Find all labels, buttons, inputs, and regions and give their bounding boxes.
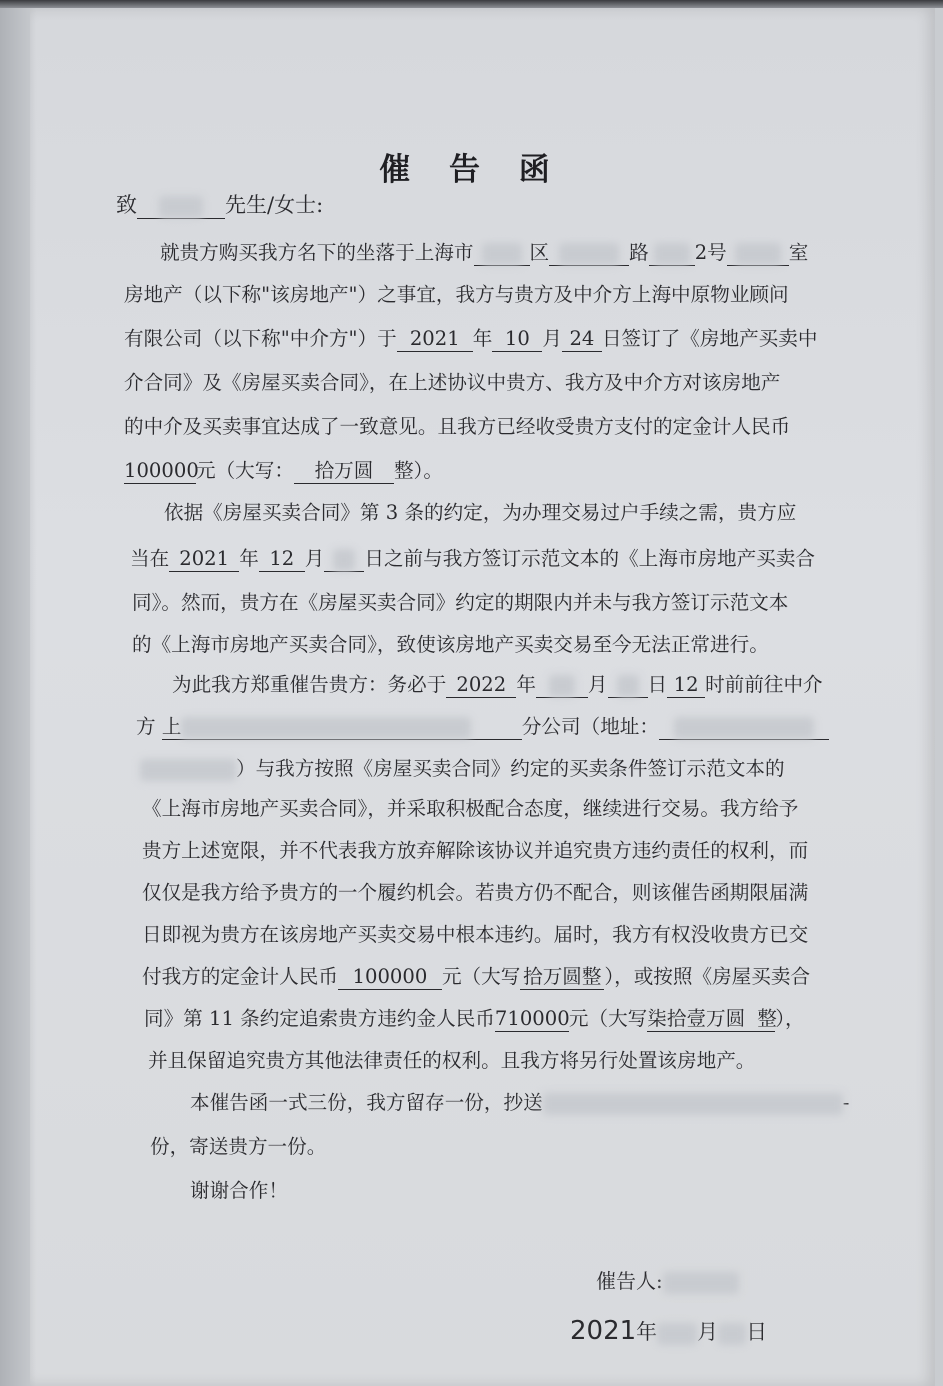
- thanks-line: 谢谢合作！: [190, 1179, 288, 1202]
- p3-line-4: 《上海市房地产买卖合同》，并采取积极配合态度，继续进行交易。我方给予: [142, 797, 799, 820]
- forfeit-deposit-words: 拾万圆整: [520, 965, 604, 990]
- branch-prefix: 上: [161, 715, 182, 738]
- salutation-suffix: 先生/女士:: [225, 193, 324, 217]
- p3-text: 为此我方郑重催告贵方：务必于: [172, 673, 447, 696]
- p2-text: 月: [304, 547, 325, 570]
- p1-line-3: [124, 326, 817, 352]
- p1-text: 年: [472, 327, 493, 350]
- room-redacted: [727, 241, 789, 266]
- p4-text: 本催告函一式三份，我方留存一份，抄送: [190, 1091, 543, 1114]
- signed-day-redacted: [718, 1323, 746, 1345]
- p3-text: ），: [775, 1007, 805, 1030]
- p2-line-1: 依据《房屋买卖合同》第 3 条的约定，为办理交易过户手续之需，贵方应: [164, 501, 797, 524]
- salutation: [116, 192, 323, 219]
- district-redacted: [474, 241, 530, 266]
- p3-line-8: [142, 964, 810, 990]
- p1-text: 就贵方购买我方名下的坐落于上海市: [160, 241, 474, 264]
- p2-line-4: 的《上海市房地产买卖合同》，致使该房地产买卖交易至今无法正常进行。: [132, 633, 769, 656]
- p4-line-2: 份，寄送贵方一份。: [150, 1135, 327, 1158]
- p2-line-2: [130, 546, 815, 572]
- p2-text: 日之前与我方签订示范文本的《上海市房地产买卖合: [364, 547, 816, 570]
- p1-line-1: [160, 240, 808, 266]
- deposit-amount: 100000: [124, 459, 199, 482]
- p3-text: ），或按照《房屋买卖合: [604, 965, 811, 988]
- number-redacted: [649, 241, 695, 266]
- penalty-amount: 710000: [494, 1007, 570, 1030]
- p2-text: 年: [239, 547, 259, 570]
- p1-text: 室: [788, 241, 809, 264]
- cc-party-redacted: [543, 1093, 843, 1115]
- penalty-words-text: 柒拾壹万圆: [647, 1007, 746, 1030]
- date-month-label: 月: [697, 1320, 719, 1344]
- branch-address-redacted: [659, 715, 829, 740]
- p1-line-6: [124, 458, 443, 484]
- penalty-words-suffix: 整: [757, 1007, 777, 1030]
- p1-text: 日签订了《房地产买卖中: [601, 327, 818, 350]
- p3-line-3: [140, 756, 785, 782]
- p1-line-2: 房地产（以下称"该房地产"）之事宜，我方与贵方及中介方上海中原物业顾问: [124, 283, 789, 306]
- p3-line-10: 并且保留追究贵方其他法律责任的权利。且我方将另行处置该房地产。: [148, 1049, 756, 1072]
- p3-text: 分公司（地址：: [521, 715, 659, 738]
- p3-line-2: [136, 714, 829, 740]
- p3-text: 时前前往中介: [705, 673, 823, 696]
- date-year-label: 年: [636, 1320, 658, 1344]
- sign-year: 2021: [397, 327, 473, 352]
- p1-text: 有限公司（以下称"中介方"）于: [124, 327, 397, 350]
- p3-text: ）与我方按照《房屋买卖合同》约定的买卖条件签订示范文本的: [236, 757, 785, 780]
- p3-line-9: [144, 1006, 805, 1032]
- p1-text: 区: [529, 241, 550, 264]
- p2-line-3: 同》。然而，贵方在《房屋买卖合同》约定的期限内并未与我方签订示范文本: [132, 591, 789, 614]
- date-day-label: 日: [746, 1320, 768, 1344]
- p1-text: 元（大写：: [196, 459, 294, 482]
- meet-hour: 12: [667, 673, 705, 698]
- meet-month-redacted: [536, 673, 588, 698]
- p1-text: 月: [542, 327, 562, 350]
- p3-text: 日: [647, 673, 668, 696]
- meet-day-redacted: [608, 673, 648, 698]
- p3-line-5: 贵方上述宽限，并不代表我方放弃解除该协议并追究贵方违约责任的权利，而: [142, 839, 809, 862]
- signature-line: [596, 1268, 739, 1294]
- deadline-day-redacted: [324, 547, 364, 572]
- p1-line-5: 的中介及买卖事宜达成了一致意见。且我方已经收受贵方支付的定金计人民币: [124, 415, 791, 438]
- signature-label: 催告人:: [596, 1269, 663, 1293]
- penalty-words: [647, 1007, 775, 1032]
- forfeit-deposit-amount: 100000: [338, 965, 442, 990]
- p1-text: 路: [629, 241, 649, 264]
- p3-text: 元（大写: [568, 1007, 648, 1030]
- salutation-prefix: 致: [116, 193, 137, 217]
- meet-year: 2022: [446, 673, 516, 698]
- p1-line-4: 介合同》及《房屋买卖合同》，在上述协议中贵方、我方及中介方对该房地产: [124, 371, 781, 394]
- deposit-words: 拾万圆: [294, 459, 394, 484]
- p3-text: 元（大写: [441, 965, 521, 988]
- p1-text: 2号: [694, 241, 727, 264]
- recipient-name-redacted: [137, 193, 225, 219]
- address-continued-redacted: [140, 759, 236, 781]
- p3-text: 方: [136, 715, 156, 738]
- signed-month-redacted: [657, 1323, 697, 1345]
- p3-line-1: [172, 672, 823, 698]
- deadline-month: 12: [259, 547, 305, 572]
- p3-text: 同》第 11 条约定追索贵方违约金人民币: [144, 1007, 495, 1030]
- document-title: 催 告 函: [379, 152, 564, 188]
- sign-month: 10: [492, 327, 542, 352]
- scan-left-shadow: [0, 8, 36, 1386]
- sign-day: 24: [562, 327, 602, 352]
- p1-text: 整）。: [393, 459, 443, 482]
- deadline-year: 2021: [169, 547, 239, 572]
- p4-line-1: [190, 1090, 849, 1116]
- p4-text: -: [842, 1091, 850, 1114]
- p3-line-7: 日即视为贵方在该房地产买卖交易中根本违约。届时，我方有权没收贵方已交: [142, 923, 809, 946]
- branch-name-redacted: [162, 715, 522, 740]
- p3-line-6: 仅仅是我方给予贵方的一个履约机会。若贵方仍不配合，则该催告函期限届满: [142, 881, 809, 904]
- scan-top-edge: [0, 0, 943, 8]
- p3-text: 付我方的定金计人民币: [142, 965, 338, 988]
- road-redacted: [549, 241, 629, 266]
- p3-text: 月: [587, 673, 608, 696]
- signature-name-redacted: [663, 1272, 739, 1294]
- date-line: [570, 1318, 767, 1345]
- p3-text: 年: [516, 673, 536, 696]
- p2-text: 当在: [130, 547, 170, 570]
- signed-year: 2021: [570, 1316, 637, 1346]
